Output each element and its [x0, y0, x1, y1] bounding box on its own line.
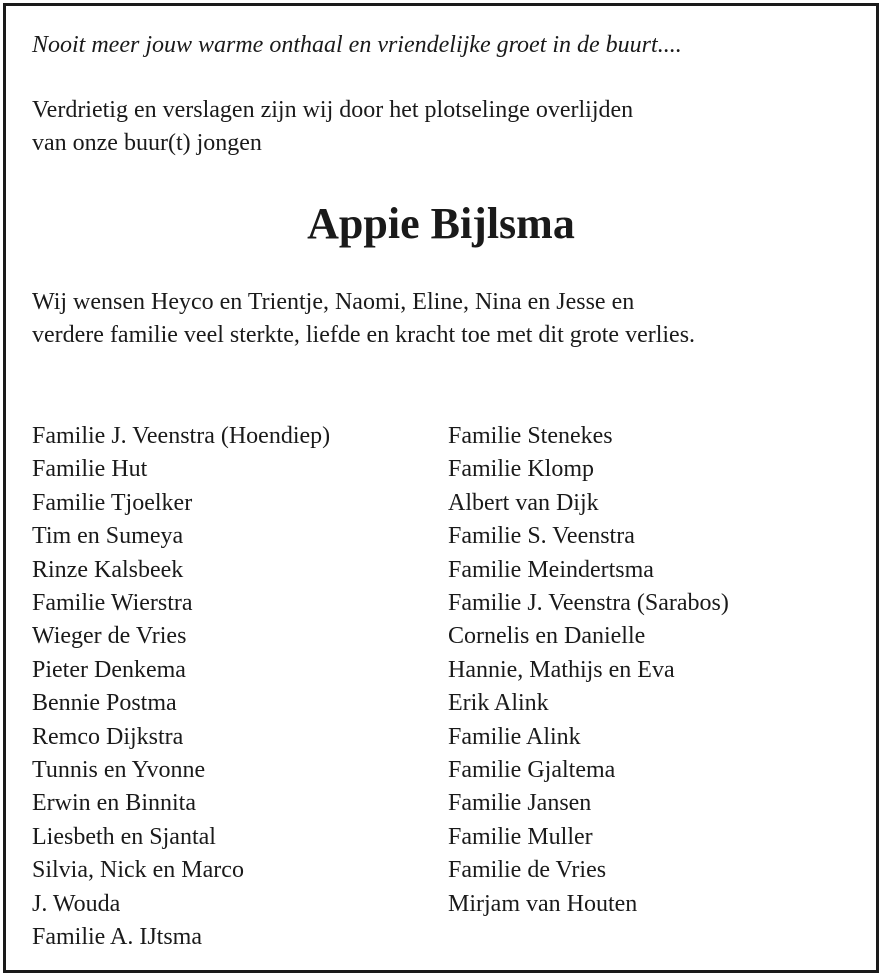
- announcement-paragraph: [32, 94, 633, 160]
- signatory-name: J. Wouda: [32, 890, 121, 917]
- signatory-name: Familie Gjaltema: [448, 757, 616, 784]
- signatory-name: Erik Alink: [448, 690, 549, 717]
- deceased-name: Appie Bijlsma: [307, 199, 575, 248]
- announcement-line-2: van onze buur(t) jongen: [32, 130, 262, 156]
- signatory-name: Familie A. IJtsma: [32, 924, 202, 951]
- signatory-name: Albert van Dijk: [448, 489, 599, 516]
- signatory-name: Cornelis en Danielle: [448, 623, 646, 650]
- condolence-line-1: Wij wensen Heyco en Trientje, Naomi, Eline, Nina en Jesse en: [32, 289, 635, 315]
- signatory-name: Familie Tjoelker: [32, 489, 193, 516]
- signatory-name: Familie Klomp: [448, 456, 594, 483]
- signatory-name: Tunnis en Yvonne: [32, 757, 206, 784]
- signatory-name: Familie S. Veenstra: [448, 523, 635, 550]
- signatory-name: Silvia, Nick en Marco: [32, 857, 244, 884]
- signatory-name: Wieger de Vries: [32, 623, 187, 650]
- notice-frame: [3, 3, 879, 973]
- signatory-name: Hannie, Mathijs en Eva: [448, 656, 675, 683]
- signatory-name: Remco Dijkstra: [32, 723, 184, 750]
- condolence-line-2: verdere familie veel sterkte, liefde en kracht toe met dit grote verlies.: [32, 322, 696, 348]
- signatories-right-column: [448, 420, 729, 921]
- signatory-name: Familie Alink: [448, 723, 581, 750]
- signatory-name: Familie Jansen: [448, 790, 592, 817]
- signatory-name: Tim en Sumeya: [32, 523, 184, 550]
- signatory-name: Familie Stenekes: [448, 423, 613, 449]
- signatory-name: Familie Muller: [448, 823, 593, 850]
- signatory-name: Liesbeth en Sjantal: [32, 823, 216, 850]
- signatory-name: Pieter Denkema: [32, 656, 186, 683]
- signatory-name: Familie Wierstra: [32, 590, 193, 617]
- announcement-line-1: Verdrietig en verslagen zijn wij door het plotselinge overlijden: [32, 97, 634, 123]
- signatory-name: Erwin en Binnita: [32, 790, 196, 817]
- signatory-name: Rinze Kalsbeek: [32, 556, 184, 583]
- signatory-name: Mirjam van Houten: [448, 890, 638, 917]
- condolence-paragraph: [32, 286, 695, 352]
- signatory-name: Familie de Vries: [448, 857, 607, 884]
- signatory-name: Familie Hut: [32, 456, 148, 483]
- signatory-name: Familie J. Veenstra (Sarabos): [448, 590, 729, 617]
- intro-line: Nooit meer jouw warme onthaal en vriendelijke groet in de buurt....: [32, 32, 682, 58]
- signatory-name: Familie J. Veenstra (Hoendiep): [32, 423, 331, 449]
- signatory-name: Familie Meindertsma: [448, 556, 654, 583]
- signatories-left-column: [32, 420, 330, 955]
- signatory-name: Bennie Postma: [32, 690, 177, 717]
